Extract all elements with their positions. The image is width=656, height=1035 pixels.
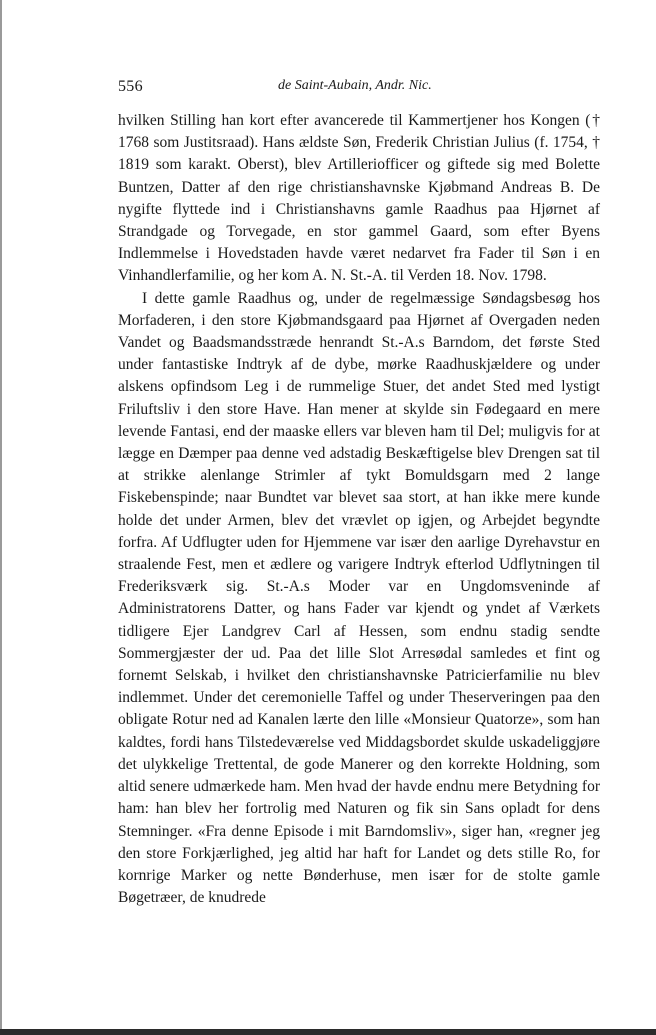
scan-bottom-edge xyxy=(0,1029,656,1035)
paragraph-2: I dette gamle Raadhus og, under de regelmæssige Søndagsbesøg hos Morfaderen, i den store Kjøbmandsgaard paa Hjørnet af Overgaden neden Vandet og Baadsmandsstræde henrandt St.-A.s Barndom, det første Sted under fantastiske Indtryk af de dybe, mørke Raadhuskjældere og under alskens opfindsom Leg i de rummelige Stuer, det andet Sted med lystigt Friluftsliv i den store Have. Han mener at skylde sin Fødegaard en mere levende Fantasi, end der maaske ellers var bleven ham til Del; muligvis for at lægge en Dæmper paa denne ved adstadig Beskæftigelse blev Drengen sat til at strikke alenlange Strimler af tykt Bomuldsgarn med 2 lange Fiskebenspinde; naar Bundtet var blevet saa stort, at han ikke mere kunde holde det under Armen, blev det vrævlet op igjen, og Arbejdet begyndte forfra. Af Udflugter uden for Hjemmene var især den aarlige Dyrehavstur en straalende Fest, men et ædlere og varigere Indtryk efterlod Udflytningen til Frederiksværk sig. St.-A.s Moder var en Ungdomsveninde af Administratorens Datter, og hans Fader var kjendt og yndet af Værkets tidligere Ejer Landgrev Carl af Hessen, som endnu stadig sendte Sommergjæster der ud. Paa det lille Slot Arresødal samledes et fint og fornemt Selskab, i hvilket den christianshavnske Patricierfamilie nu blev indlemmet. Under det ceremonielle Taffel og under Theserveringen paa den obligate Rotur ned ad Kanalen lærte den lille «Monsieur Quatorze», som han kaldtes, fordi hans Tilstedeværelse ved Middagsbordet skulde uskadeliggjøre det ulykkelige Trettental, de gode Manerer og den korrekte Holdning, som altid senere udmærkede ham. Men hvad der havde endnu mere Betydning for ham: han blev her fortrolig med Naturen og fik sin Sans opladt for dens Stemninger. «Fra denne Episode i mit Barndomsliv», siger han, «regner jeg den store Forkjærlighed, jeg altid har haft for Landet og dets stille Ro, for kornrige Marker og nette Bønderhuse, men især for de stolte gamle Bøgetræer, de knudrede xyxy=(118,289,600,907)
page-edge-shadow xyxy=(0,0,2,1035)
text-body xyxy=(118,110,600,909)
page-header xyxy=(118,78,600,102)
paragraph-1: hvilken Stilling han kort efter avancerede til Kammertjener hos Kongen († 1768 som Justitsraad). Hans ældste Søn, Frederik Christian Julius (f. 1754, † 1819 som karakt. Oberst), blev Artilleriofficer og giftede sig med Bolette Buntzen, Datter af den rige christianshavnske Kjøbmand Andreas B. De nygifte flyttede ind i Christianshavns gamle Raadhus paa Hjørnet af Strandgade og Torvegade, en stor gammel Gaard, som efter Byens Indlemmelse i Hovedstaden havde været nedarvet fra Fader til Søn i en Vinhandlerfamilie, og her kom A. N. St.-A. til Verden 18. Nov. 1798. xyxy=(118,112,600,285)
running-head: de Saint-Aubain, Andr. Nic. xyxy=(278,78,432,93)
page-number: 556 xyxy=(118,78,143,95)
